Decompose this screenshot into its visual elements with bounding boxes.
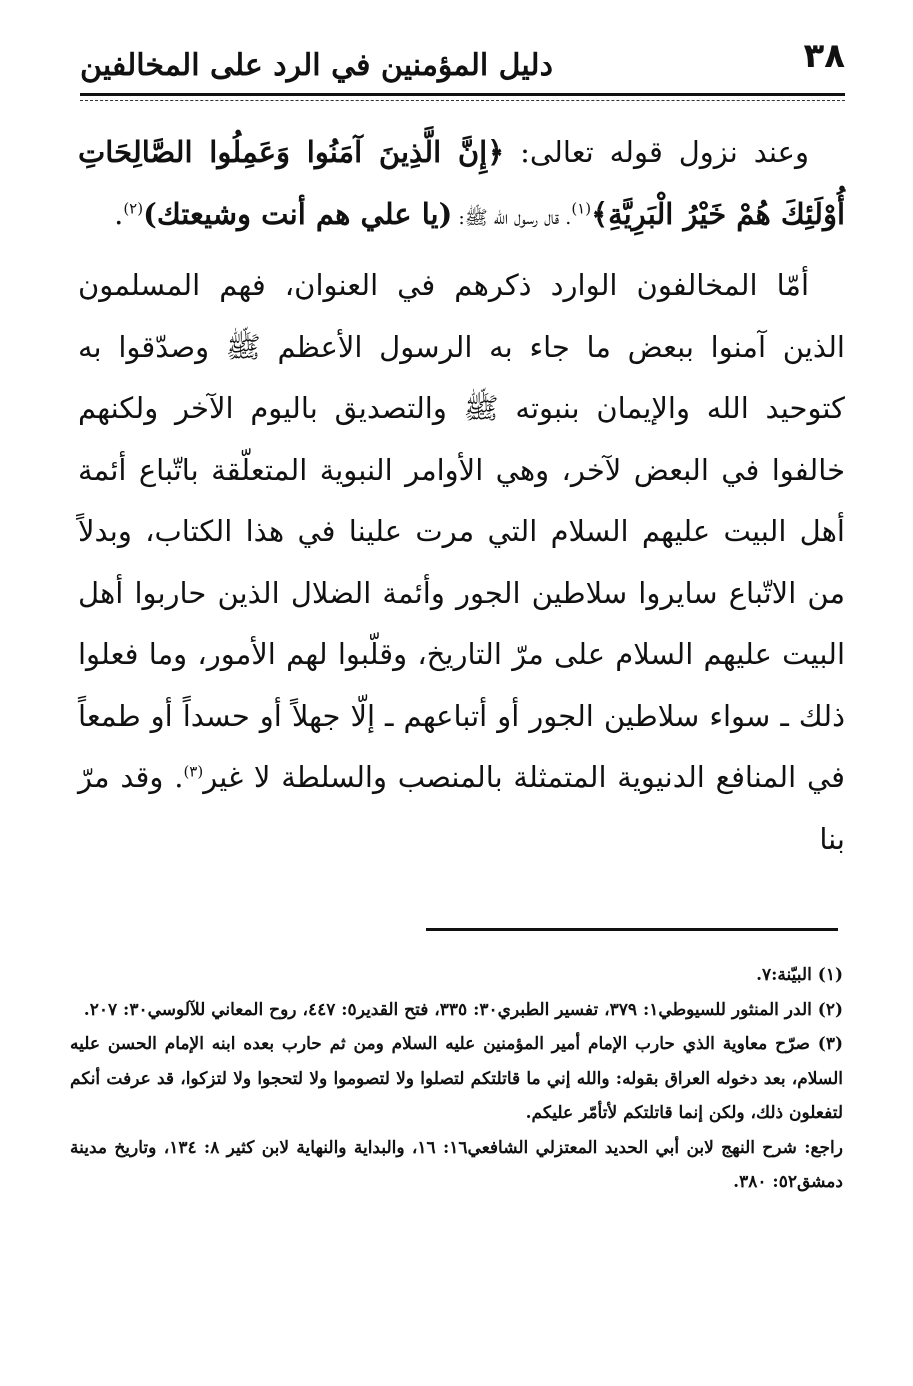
p2-text-a: أمّا المخالفون الوارد ذكرهم في العنوان، فهم المسلمون الذين آمنوا ببعض ما جاء به الرسول الأعظم ﷺ وصدّقوا به كتوحيد الله والإيمان بنبوته ﷺ والتصديق باليوم الآخر ولكنهم خالفوا في البعض لآخر، وهي الأوامر النبوية المتعلّقة باتّباع أئمة أهل البيت عليهم السلام التي مرت علينا في هذا الكتاب، وبدلاً من الاتّباع سايروا سلاطين الجور وأئمة الضلال الذين حاربوا أهل البيت عليهم السلام على مرّ التاريخ، وقلّبوا لهم الأمور، وما فعلوا ذلك ـ سواء سلاطين الجور أو أتباعهم ـ إلّا جهلاً أو حسداً أو طمعاً في المنافع الدنيوية المتمثلة بالمنصب والسلطة لا غير — [78, 268, 846, 794]
header-rule — [80, 93, 845, 96]
paragraph-1 — [78, 122, 845, 249]
footnote-3-references: راجع: شرح النهج لابن أبي الحديد المعتزلي الشافعي١٦: ١٦، والبداية والنهاية لابن كثير ٨: ١٣٤، وتاريخ مدينة دمشق٥٢: ٣٨٠. — [70, 1137, 843, 1192]
footnote-ref-2: (٢) — [123, 198, 144, 217]
footnotes — [70, 958, 843, 1200]
footnote-1: (١) البيّنة:٧. — [756, 965, 843, 985]
footnote-separator — [426, 928, 838, 931]
main-text — [78, 122, 845, 870]
quran-verse: ﴿إِنَّ الَّذِينَ آمَنُوا وَعَمِلُوا الصَّالِحَاتِ أُوْلَئِكَ هُمْ خَيْرُ الْبَرِيَّةِ﴾ — [78, 135, 845, 231]
page-header — [80, 30, 845, 90]
footnote-ref-3: (٣) — [183, 762, 204, 781]
running-title: دليل المؤمنين في الرد على المخالفين — [80, 48, 553, 83]
p1-end: . — [114, 196, 124, 231]
p2-text-b: . وقد مرّ بنا — [78, 760, 845, 856]
header-rule-dashed — [80, 100, 845, 101]
page-number: ٣٨ — [803, 36, 845, 76]
footnote-3: (٣) صرّح معاوية الذي حارب الإمام أمير المؤمنين عليه السلام ومن ثم حارب بعده ابنه الإمام الحسن عليه السلام، بعد دخوله العراق بقوله: والله إني ما قاتلتكم لتصلوا ولا لتصوموا ولا لتحجوا ولا لتزكوا، قد عرفت أنكم لتفعلون ذلك، ولكن إنما قاتلتكم لأتأمّر عليكم. — [70, 1034, 843, 1123]
paragraph-2 — [78, 255, 845, 870]
hadith-quote: (يا علي هم أنت وشيعتك) — [143, 196, 453, 231]
p1-said: . قال رسول الله ﷺ: — [452, 206, 572, 229]
footnote-ref-1: (١) — [571, 198, 592, 217]
footnote-2: (٢) الدر المنثور للسيوطي١: ٣٧٩، تفسير الطبري٣٠: ٣٣٥، فتح القدير٥: ٤٤٧، روح المعاني للآلوسي٣٠: ٢٠٧. — [83, 999, 843, 1020]
p1-intro: وعند نزول قوله تعالى: — [504, 135, 809, 169]
